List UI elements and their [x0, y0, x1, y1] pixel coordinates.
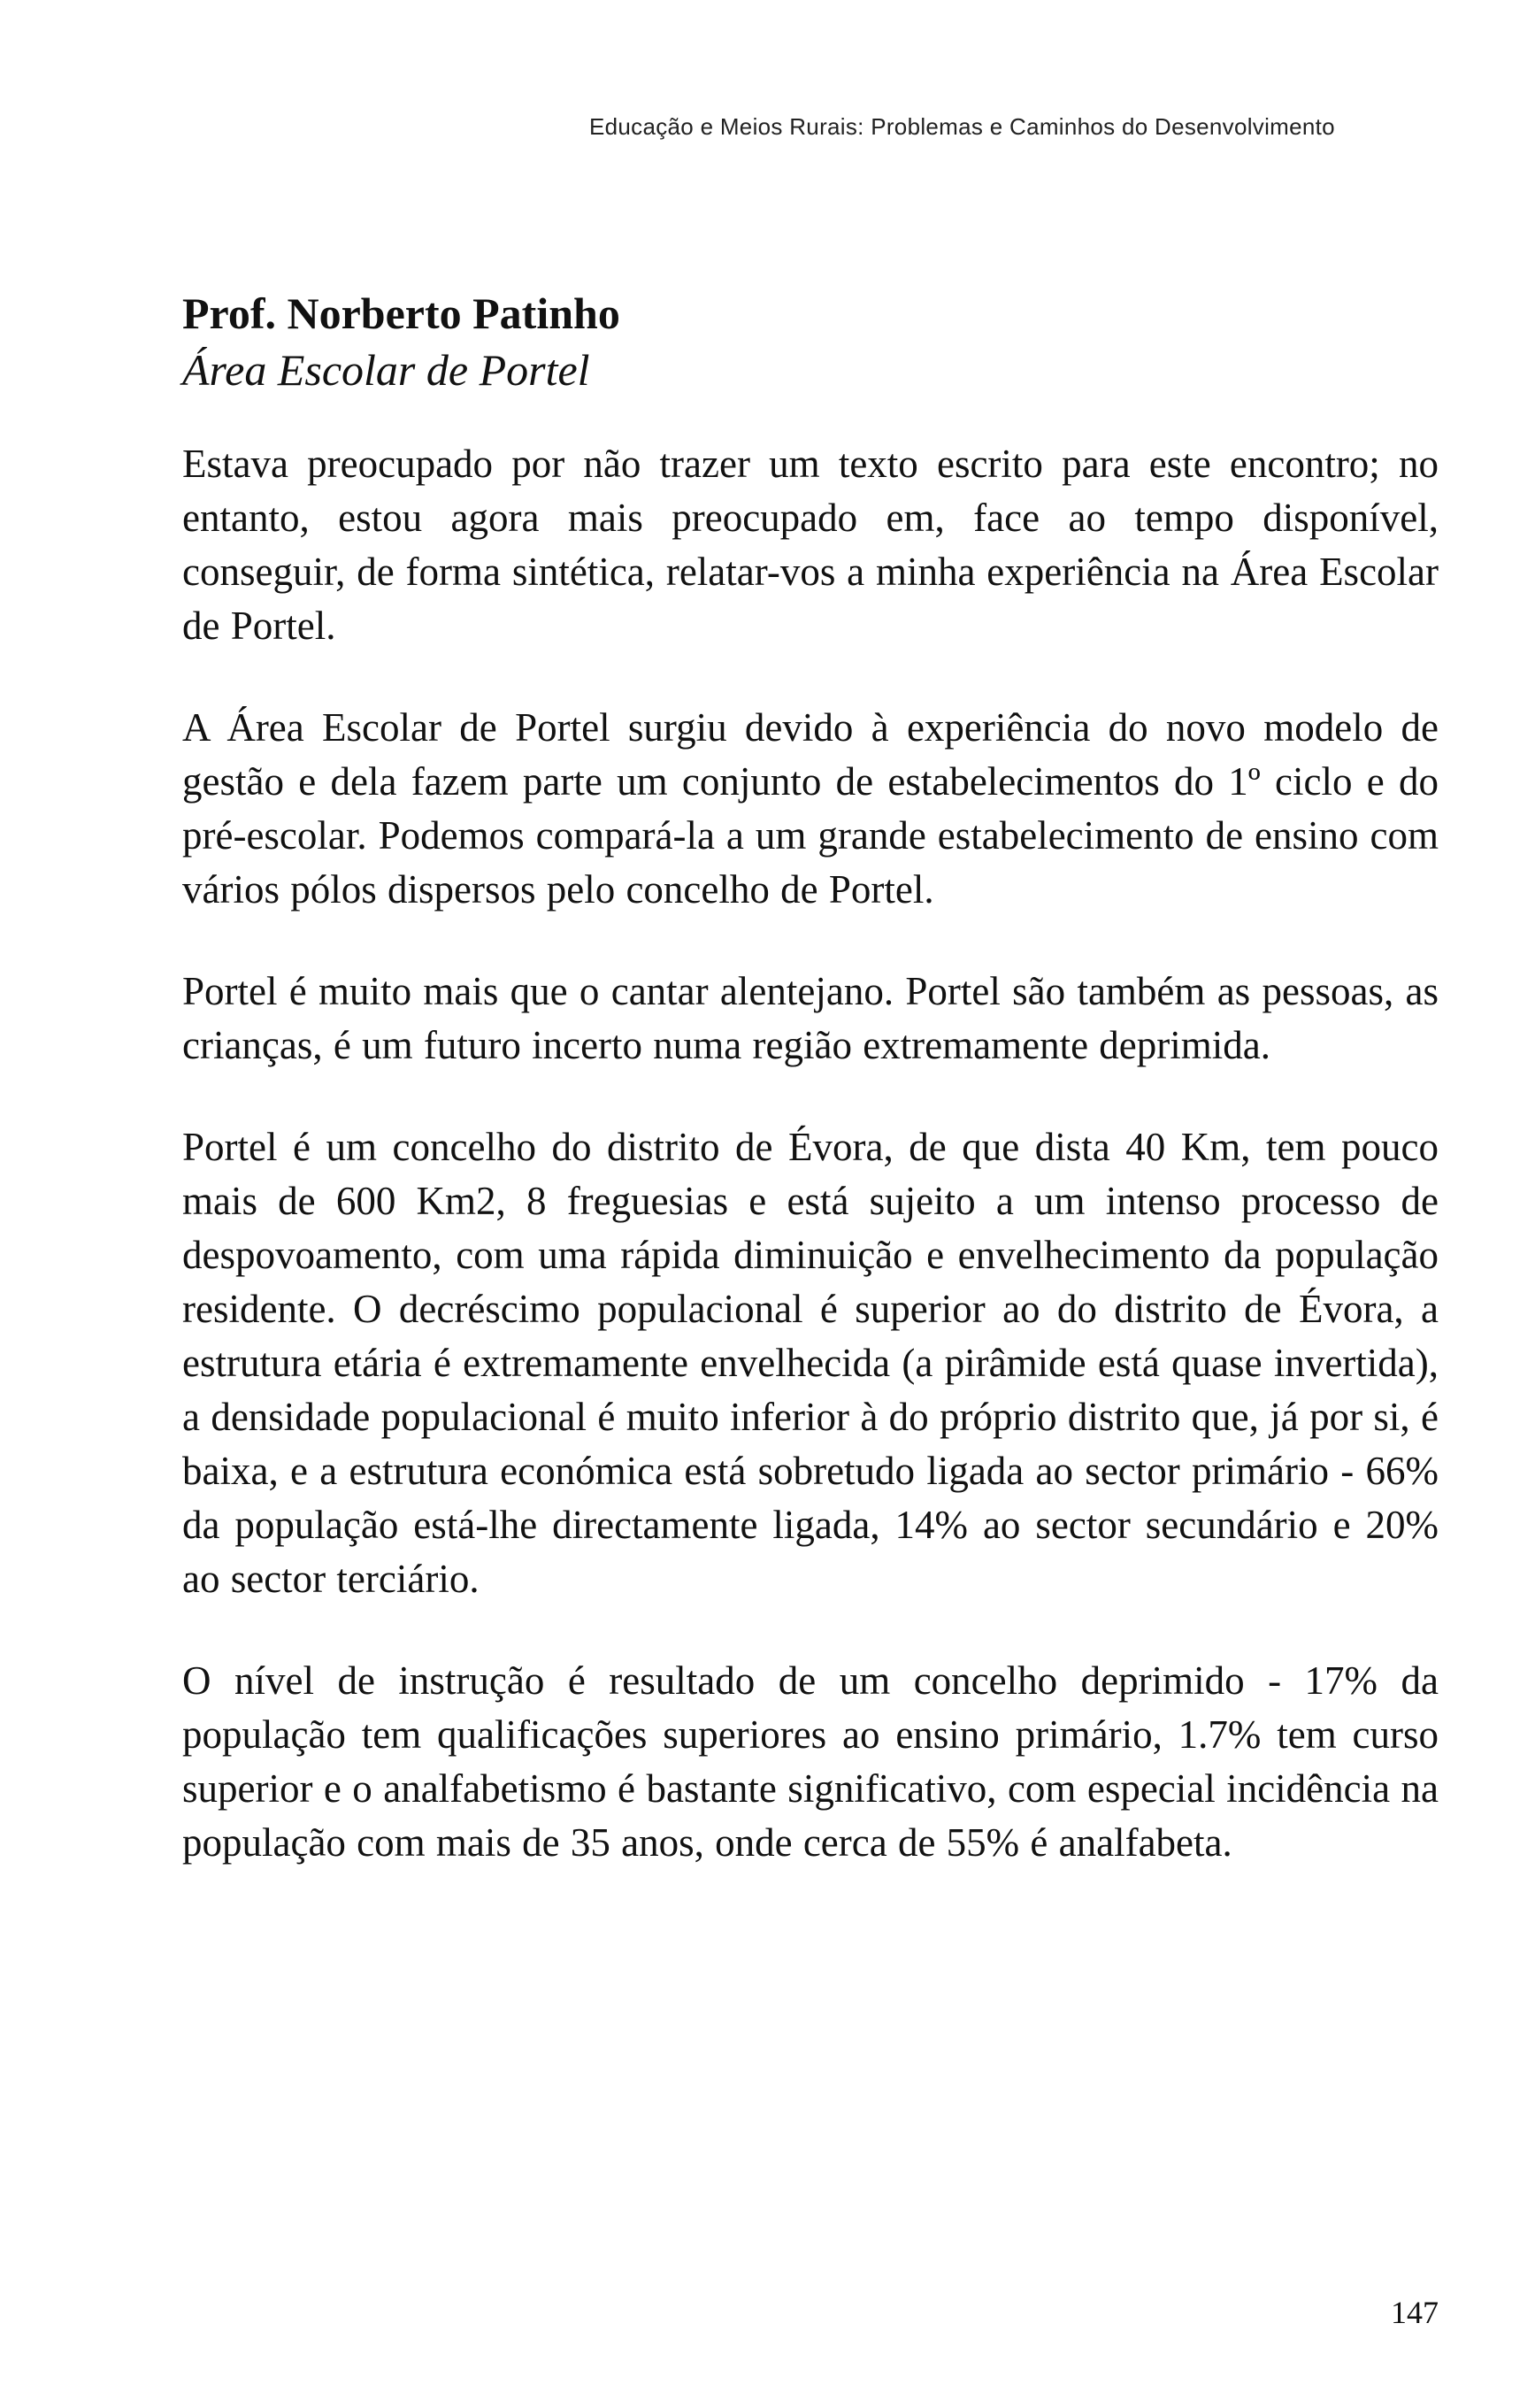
author-affiliation: Área Escolar de Portel	[182, 345, 590, 395]
paragraph-1: Estava preocupado por não trazer um texto escrito para este encontro; no entanto, estou agora mais preocupado em, face ao tempo disponível, conseguir, de forma sintética, relatar-vos a minha experiência na Área Escolar de Portel.	[182, 442, 1439, 648]
author-name: Prof. Norberto Patinho	[182, 288, 620, 338]
paragraph-2: A Área Escolar de Portel surgiu devido à experiência do novo modelo de gestão e dela fazem parte um conjunto de estabelecimentos do 1º ciclo e do pré-escolar. Podemos compará-la a um grande estabelecimento de ensino com vários pólos dispersos pelo concelho de Portel.	[182, 705, 1439, 912]
author-block	[182, 285, 1439, 398]
page-number: 147	[1391, 2295, 1439, 2330]
paragraph-5: O nível de instrução é resultado de um concelho deprimido - 17% da população tem qualificações superiores ao ensino primário, 1.7% tem curso superior e o analfabetismo é bastante significativo, com especial incidência na população com mais de 35 anos, onde cerca de 55% é analfabeta.	[182, 1658, 1439, 1865]
running-header: Educação e Meios Rurais: Problemas e Caminhos do Desenvolvimento	[589, 113, 1335, 140]
paragraph-4: Portel é um concelho do distrito de Évora, de que dista 40 Km, tem pouco mais de 600 Km2, 8 freguesias e está sujeito a um intenso processo de despovoamento, com uma rápida diminuição e envelhecimento da população residente. O decréscimo populacional é superior ao do distrito de Évora, a estrutura etária é extremamente envelhecida (a pirâmide está quase invertida), a densidade populacional é muito inferior à do próprio distrito que, já por si, é baixa, e a estrutura económica está sobretudo ligada ao sector primário - 66% da população está-lhe directamente ligada, 14% ao sector secundário e 20% ao sector terciário.	[182, 1125, 1439, 1601]
paragraph-3: Portel é muito mais que o cantar alentejano. Portel são também as pessoas, as crianças, é um futuro incerto numa região extremamente deprimida.	[182, 969, 1439, 1067]
body-text	[182, 437, 1439, 1918]
